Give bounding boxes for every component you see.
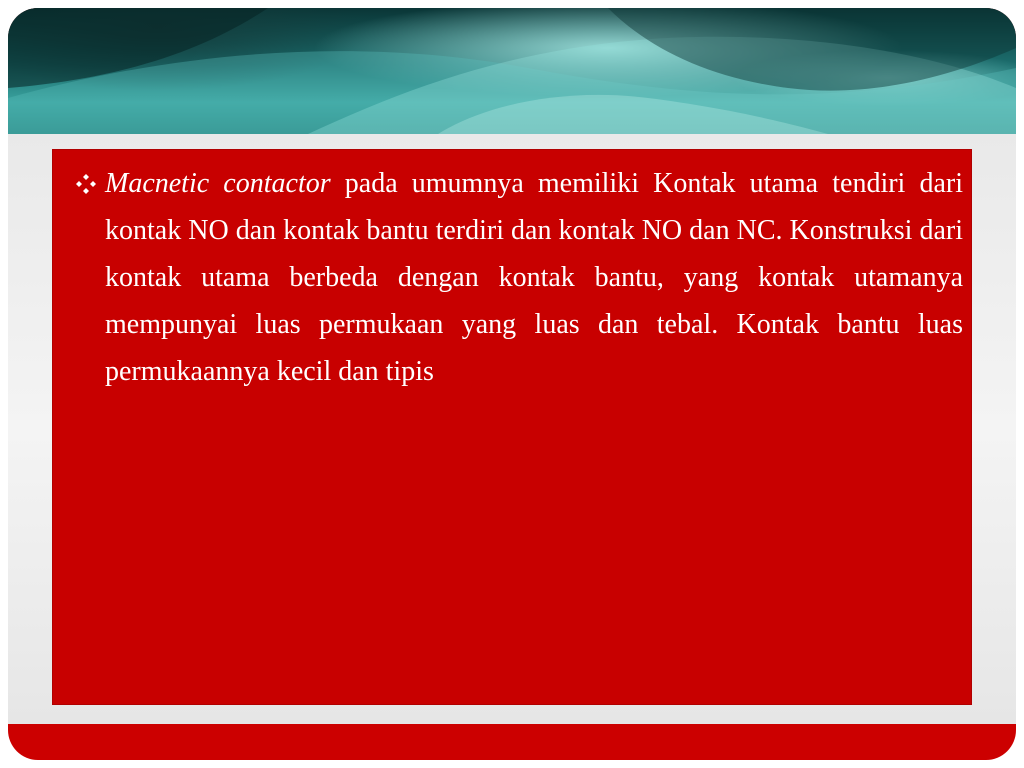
bullet-text — [105, 160, 963, 395]
italic-term: Macnetic contactor — [105, 168, 331, 199]
header-swoosh-decoration — [8, 8, 1016, 134]
diamond-cluster-icon — [75, 173, 97, 195]
text-box — [53, 150, 971, 704]
bullet-item — [75, 160, 963, 395]
content-panel — [8, 134, 1016, 724]
header-banner — [8, 8, 1016, 134]
bullet-body-text: pada umumnya memiliki Kontak utama tendiri dari kontak NO dan kontak bantu terdiri dan kontak NO dan NC. Konstruksi dari kontak utama berbeda dengan kontak bantu, yang kontak utamanya mempunyai luas permukaan yang luas dan tebal. Kontak bantu luas permukaannya kecil dan tipis — [105, 168, 963, 387]
slide-frame — [8, 8, 1016, 760]
